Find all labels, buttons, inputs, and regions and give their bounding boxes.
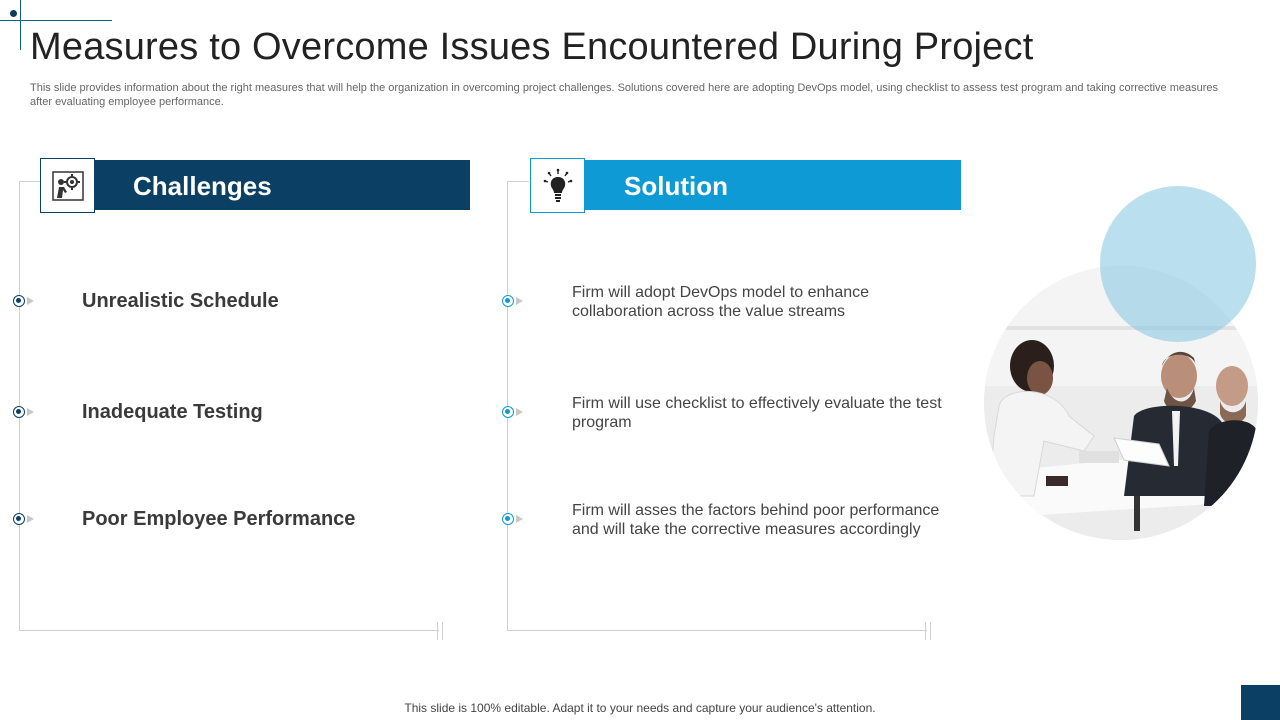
lightbulb-icon xyxy=(530,158,585,213)
panel-tick xyxy=(442,622,443,640)
challenges-heading: Challenges xyxy=(133,171,272,201)
solution-item: Firm will asses the factors behind poor performance and will take the corrective measures accordingly xyxy=(572,502,940,538)
bullet-marker xyxy=(502,295,528,307)
bullet-marker xyxy=(13,513,39,525)
page-subtitle: This slide provides information about the right measures that will help the organization in overcoming project challenges. Solutions covered here are adopting DevOps model, using checklist to assess test program and taking corrective measures after evaluating employee performance. xyxy=(30,82,1219,108)
corner-square xyxy=(1241,685,1280,720)
bullet-marker xyxy=(13,295,39,307)
solution-header xyxy=(530,160,961,210)
bullet-marker xyxy=(13,406,39,418)
challenge-item: Unrealistic Schedule xyxy=(82,290,279,312)
challenges-header xyxy=(40,160,470,210)
accent-circle xyxy=(1100,186,1256,342)
solution-heading: Solution xyxy=(624,171,728,201)
challenge-item: Inadequate Testing xyxy=(82,401,263,423)
solution-item: Firm will use checklist to effectively evaluate the test program xyxy=(572,395,942,431)
bullet-marker xyxy=(502,513,528,525)
challenge-item: Poor Employee Performance xyxy=(82,508,356,530)
panel-tick xyxy=(930,622,931,640)
panel-tick xyxy=(925,622,926,640)
gear-person-icon xyxy=(40,158,95,213)
solution-item: Firm will adopt DevOps model to enhance collaboration across the value streams xyxy=(572,284,870,320)
page-title: Measures to Overcome Issues Encountered During Project xyxy=(30,26,1034,68)
footer-note: This slide is 100% editable. Adapt it to your needs and capture your audience's attention. xyxy=(404,701,876,715)
panel-tick xyxy=(437,622,438,640)
bullet-marker xyxy=(502,406,528,418)
